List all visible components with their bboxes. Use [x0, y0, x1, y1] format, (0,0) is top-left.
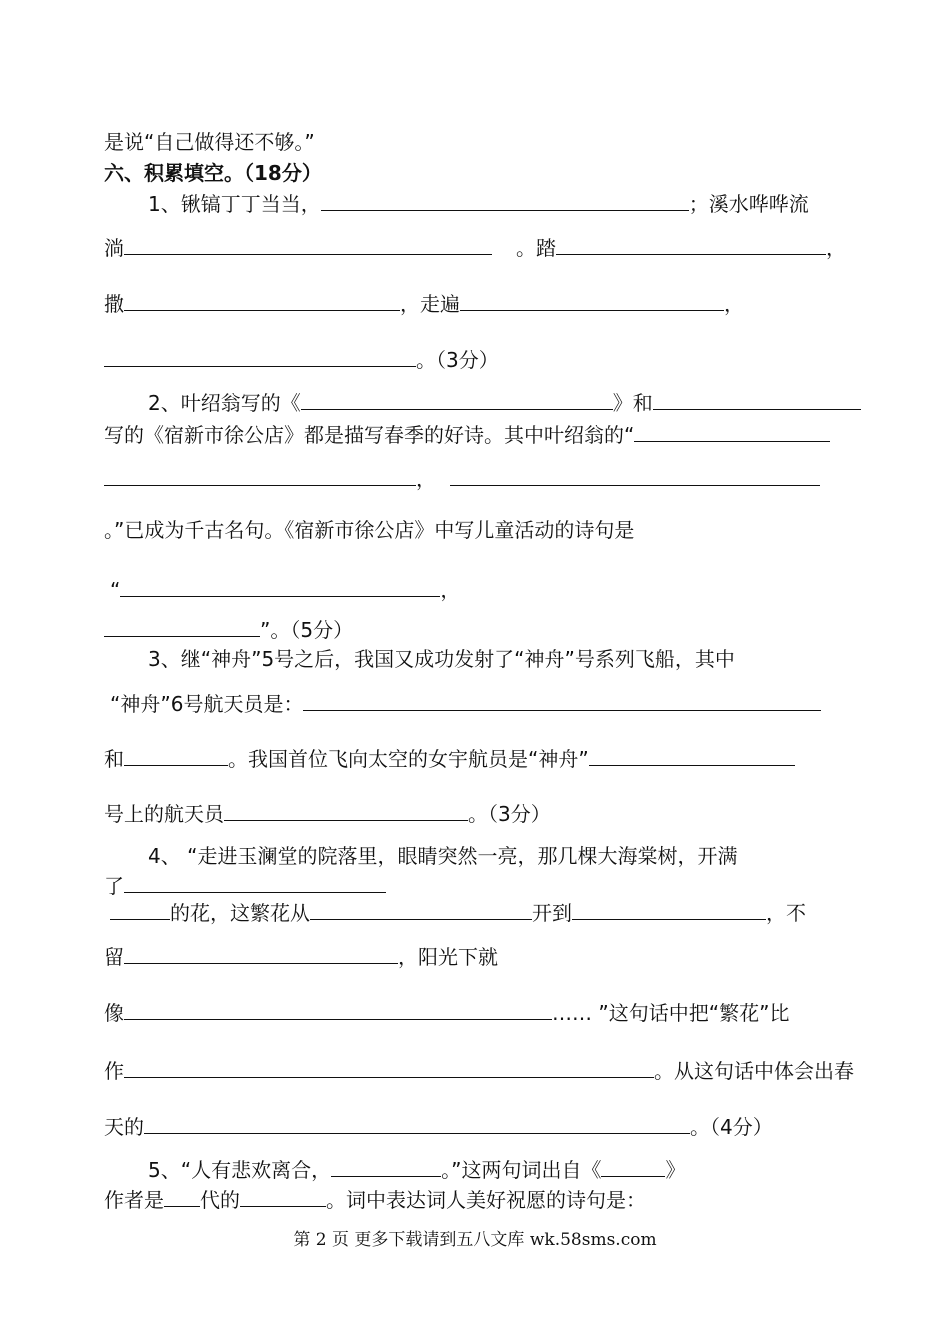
- answer-blank[interactable]: [124, 234, 492, 255]
- answer-blank[interactable]: [164, 1186, 200, 1207]
- answer-blank[interactable]: [124, 872, 386, 893]
- question-2-line-1: 2、叶绍翁写的《 》和: [148, 389, 861, 416]
- answer-blank[interactable]: [450, 465, 820, 486]
- question-1-line-3: 撒 ，走遍 ，: [104, 292, 744, 316]
- answer-blank[interactable]: [104, 346, 416, 367]
- answer-blank[interactable]: [224, 800, 468, 821]
- answer-blank[interactable]: [572, 899, 766, 920]
- answer-blank[interactable]: [104, 465, 416, 486]
- question-3-line-3: 和 。我国首位飞向太空的女宇航员是“神舟”: [104, 745, 795, 772]
- question-4-line-7: 天的 。（4分）: [104, 1115, 773, 1139]
- answer-blank[interactable]: [144, 1113, 690, 1134]
- question-5-line-1: 5、“人有悲欢离合， 。”这两句词出自《 》: [148, 1158, 686, 1182]
- answer-blank[interactable]: [124, 290, 400, 311]
- answer-blank[interactable]: [240, 1186, 326, 1207]
- answer-blank[interactable]: [634, 421, 830, 442]
- question-4-line-4: 留 ，阳光下就: [104, 945, 498, 969]
- question-1-line-2: 淌 。踏 ，: [104, 236, 846, 260]
- question-2-line-5: “ ，: [110, 578, 461, 602]
- question-1-line-1: 1、锹镐丁丁当当， ；溪水哗哗流: [148, 192, 809, 216]
- question-2-line-4: 。”已成为千古名句。《宿新市徐公店》中写儿童活动的诗句是: [104, 518, 635, 542]
- question-4-line-2: 了: [104, 872, 386, 899]
- answer-blank[interactable]: [124, 943, 398, 964]
- question-4-line-1: 4、 “走进玉澜堂的院落里，眼睛突然一亮，那几棵大海棠树，开满: [148, 844, 738, 868]
- answer-blank[interactable]: [589, 745, 795, 766]
- answer-blank[interactable]: [460, 290, 724, 311]
- question-3-line-1: 3、继“神舟”5号之后，我国又成功发射了“神舟”号系列飞船，其中: [148, 647, 735, 671]
- answer-blank[interactable]: [601, 1156, 665, 1177]
- text-line: 是说“自己做得还不够。”: [104, 130, 315, 154]
- answer-blank[interactable]: [120, 576, 440, 597]
- answer-blank[interactable]: [310, 899, 532, 920]
- answer-blank[interactable]: [321, 190, 689, 211]
- question-5-line-2: 作者是 代的 。词中表达词人美好祝愿的诗句是：: [104, 1188, 646, 1212]
- question-3-line-4: 号上的航天员 。（3分）: [104, 802, 551, 826]
- page-footer: 第 2 页 更多下载请到五八文库 wk.58sms.com: [293, 1230, 657, 1250]
- question-1-line-4: 。（3分）: [104, 346, 499, 373]
- answer-blank[interactable]: [124, 1057, 654, 1078]
- answer-blank[interactable]: [303, 690, 821, 711]
- question-3-line-2: “神舟”6号航天员是：: [110, 690, 821, 717]
- question-4-line-3: 的花，这繁花从 开到 ，不: [110, 899, 806, 926]
- answer-blank[interactable]: [110, 899, 170, 920]
- answer-blank[interactable]: [124, 745, 228, 766]
- answer-blank[interactable]: [124, 999, 552, 1020]
- answer-blank[interactable]: [331, 1156, 441, 1177]
- answer-blank[interactable]: [556, 234, 826, 255]
- question-4-line-6: 作 。从这句话中体会出春: [104, 1059, 854, 1083]
- answer-blank[interactable]: [653, 389, 861, 410]
- question-4-line-5: 像 …… ”这句话中把“繁花”比: [104, 1001, 790, 1025]
- answer-blank[interactable]: [301, 389, 613, 410]
- section-heading: 六、积累填空。（18分）: [104, 161, 322, 185]
- question-2-line-2: 写的《宿新市徐公店》都是描写春季的好诗。其中叶绍翁的“: [104, 421, 830, 448]
- question-2-line-3: ，: [104, 465, 820, 492]
- answer-blank[interactable]: [104, 616, 260, 637]
- question-2-line-6: ”。（5分）: [104, 616, 353, 643]
